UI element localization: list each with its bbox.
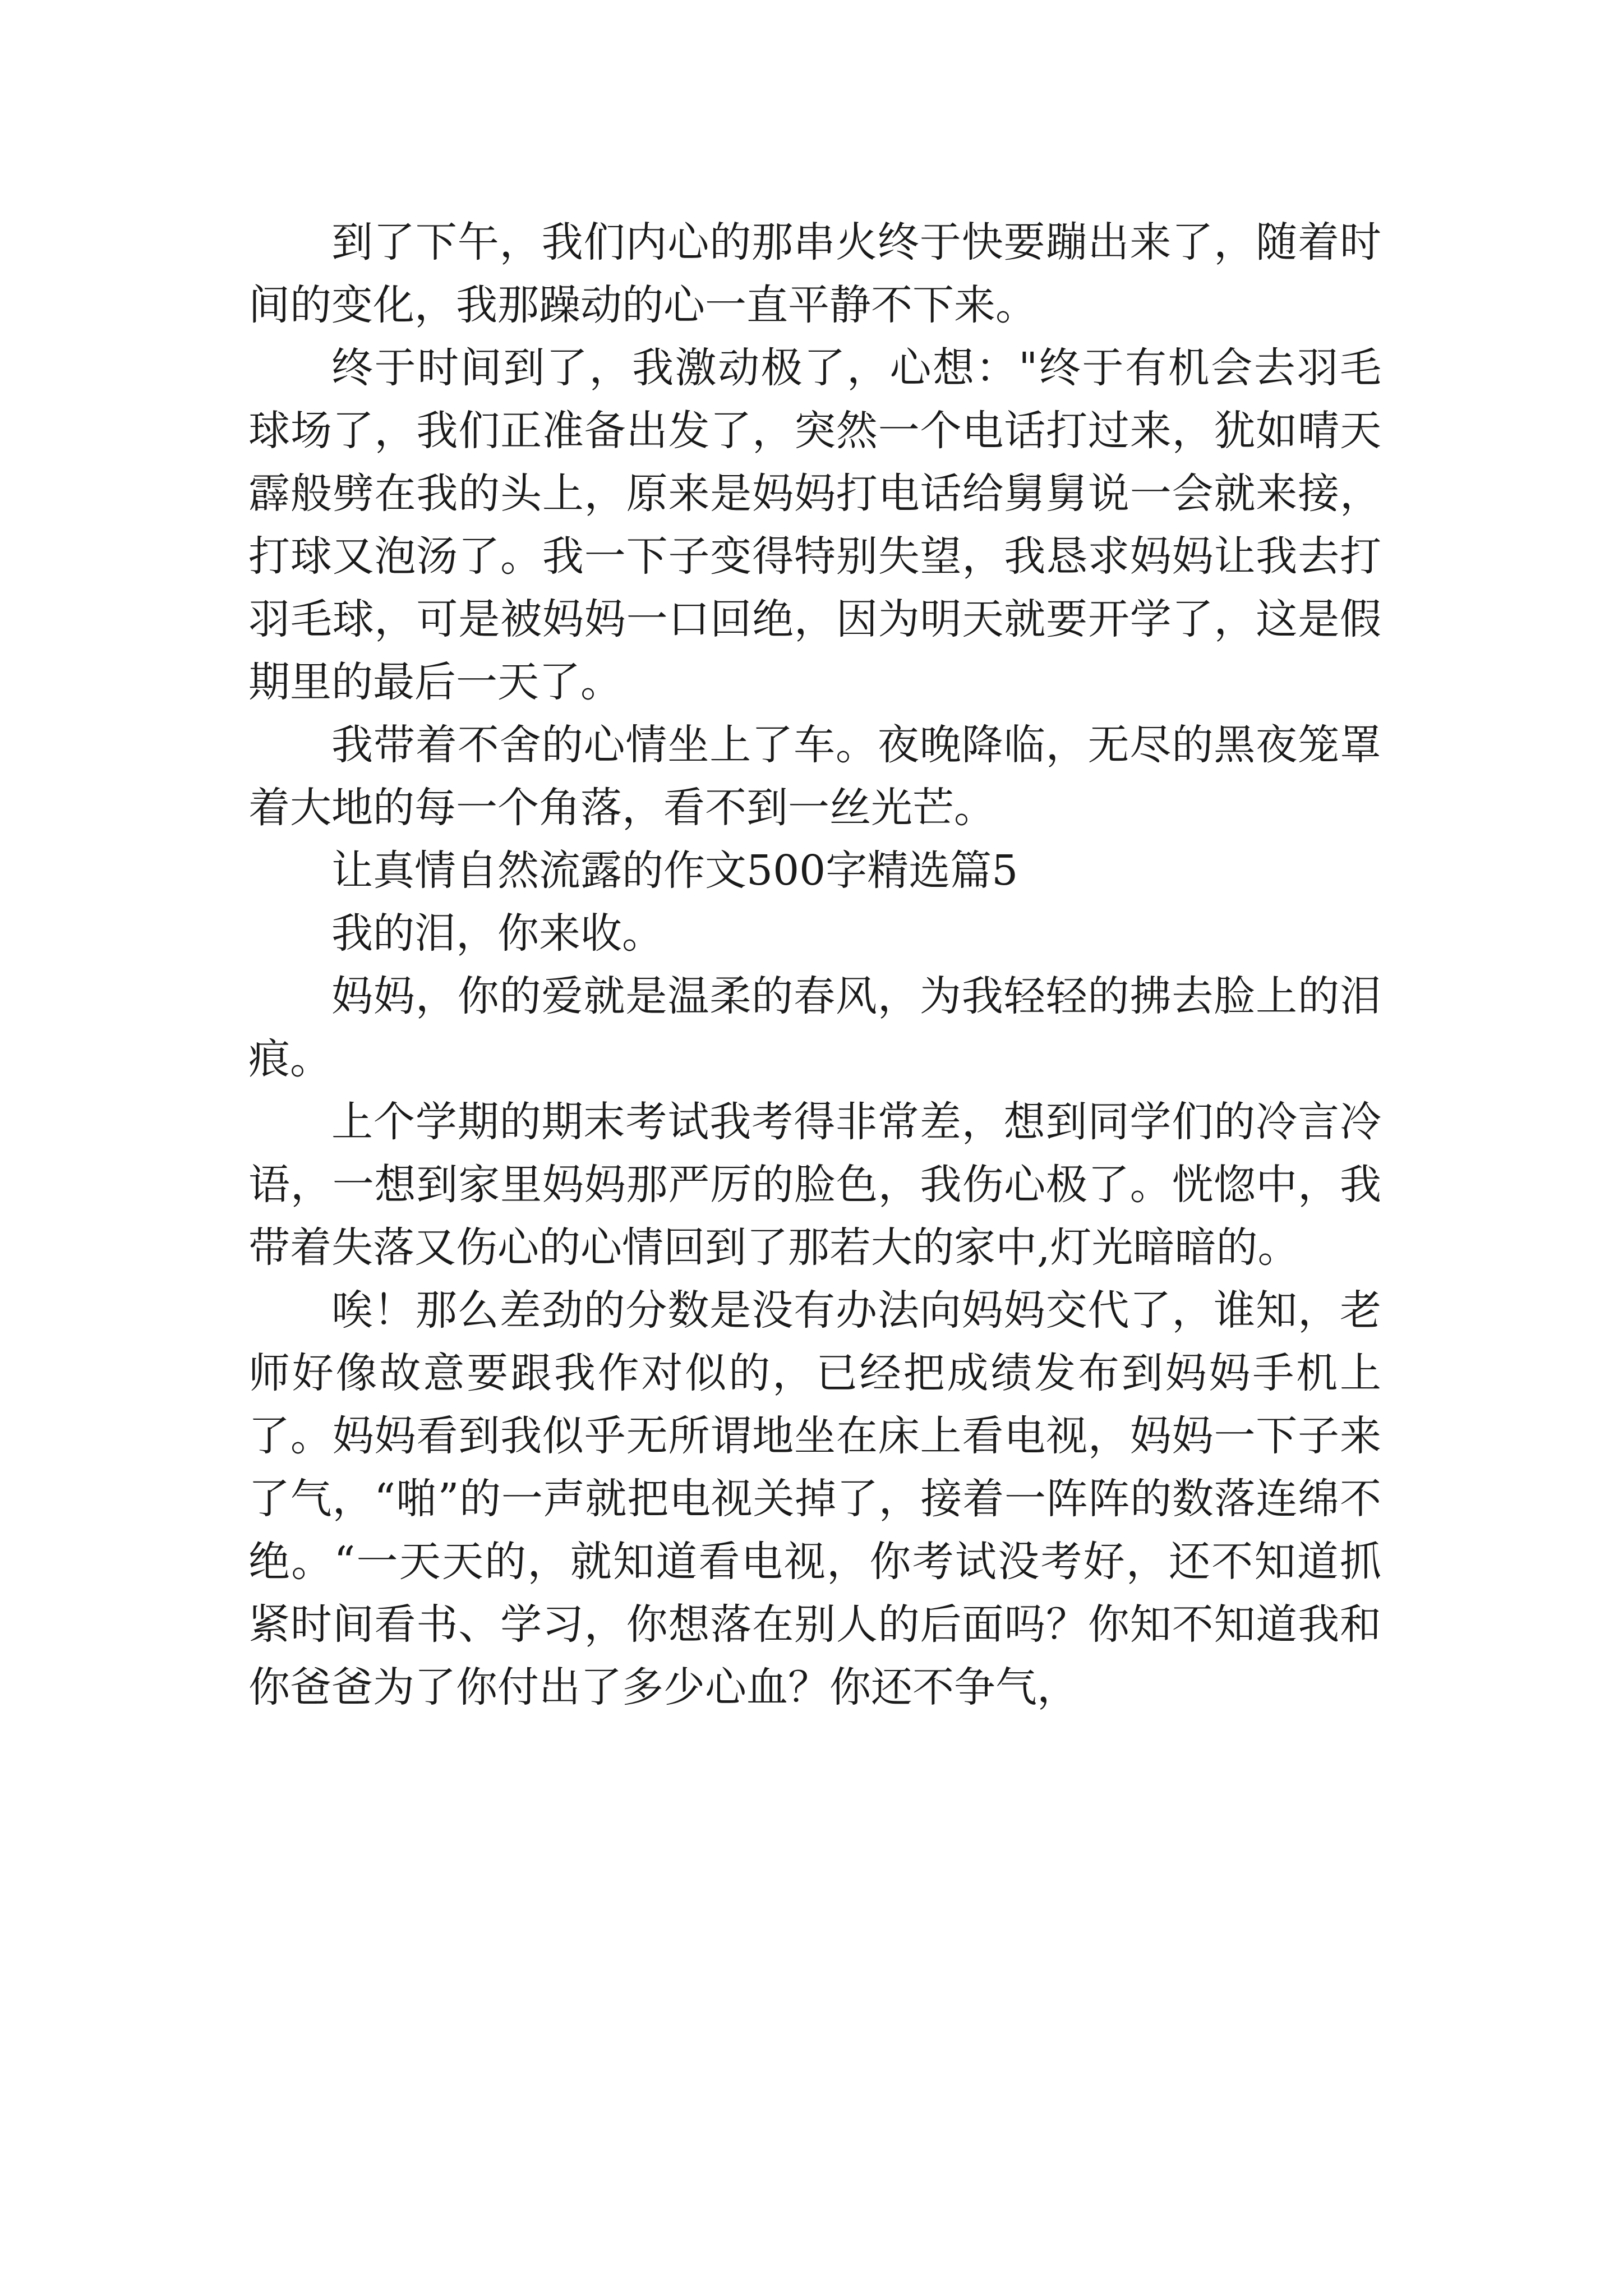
paragraph-in-car: 我带着不舍的心情坐上了车。夜晚降临，无尽的黑夜笼罩着大地的每一个角落，看不到一丝光芒。 xyxy=(248,721,1381,832)
paragraph-spring-breeze: 妈妈，你的爱就是温柔的春风，为我轻轻的拂去脸上的泪痕。 xyxy=(248,972,1381,1083)
document-body xyxy=(248,211,1381,1719)
paragraph-afternoon: 到了下午，我们内心的那串火终于快要蹦出来了，随着时间的变化，我那躁动的心一直平静不下来。 xyxy=(248,218,1381,329)
paragraph-phone-call: 终于时间到了，我激动极了，心想："终于有机会去羽毛球场了，我们正准备出发了，突然一个电话打过来，犹如晴天霹般劈在我的头上，原来是妈妈打电话给舅舅说一会就来接，打球又泡汤了。我一下子变得特别失望，我恳求妈妈让我去打羽毛球，可是被妈妈一口回绝，因为明天就要开学了，这是假期里的最后一天了。 xyxy=(248,344,1381,706)
paragraph-scolding: 唉！那么差劲的分数是没有办法向妈妈交代了，谁知，老师好像故意要跟我作对似的，已经把成绩发布到妈妈手机上了。妈妈看到我似乎无所谓地坐在床上看电视，妈妈一下子来了气，“啪”的一声就把电视关掉了，接着一阵阵的数落连绵不绝。“一天天的，就知道看电视，你考试没考好，还不知道抓紧时间看书、学习，你想落在别人的后面吗？你知不知道我和你爸爸为了你付出了多少心血？你还不争气， xyxy=(248,1286,1381,1711)
essay-title: 让真情自然流露的作文500字精选篇5 xyxy=(331,846,1018,895)
paragraph-exam: 上个学期的期末考试我考得非常差，想到同学们的冷言冷语，一想到家里妈妈那严厉的脸色，我伤心极了。恍惚中，我带着失落又伤心的心情回到了那若大的家中,灯光暗暗的。 xyxy=(248,1098,1381,1272)
paragraph-my-tears: 我的泪，你来收。 xyxy=(331,909,663,958)
